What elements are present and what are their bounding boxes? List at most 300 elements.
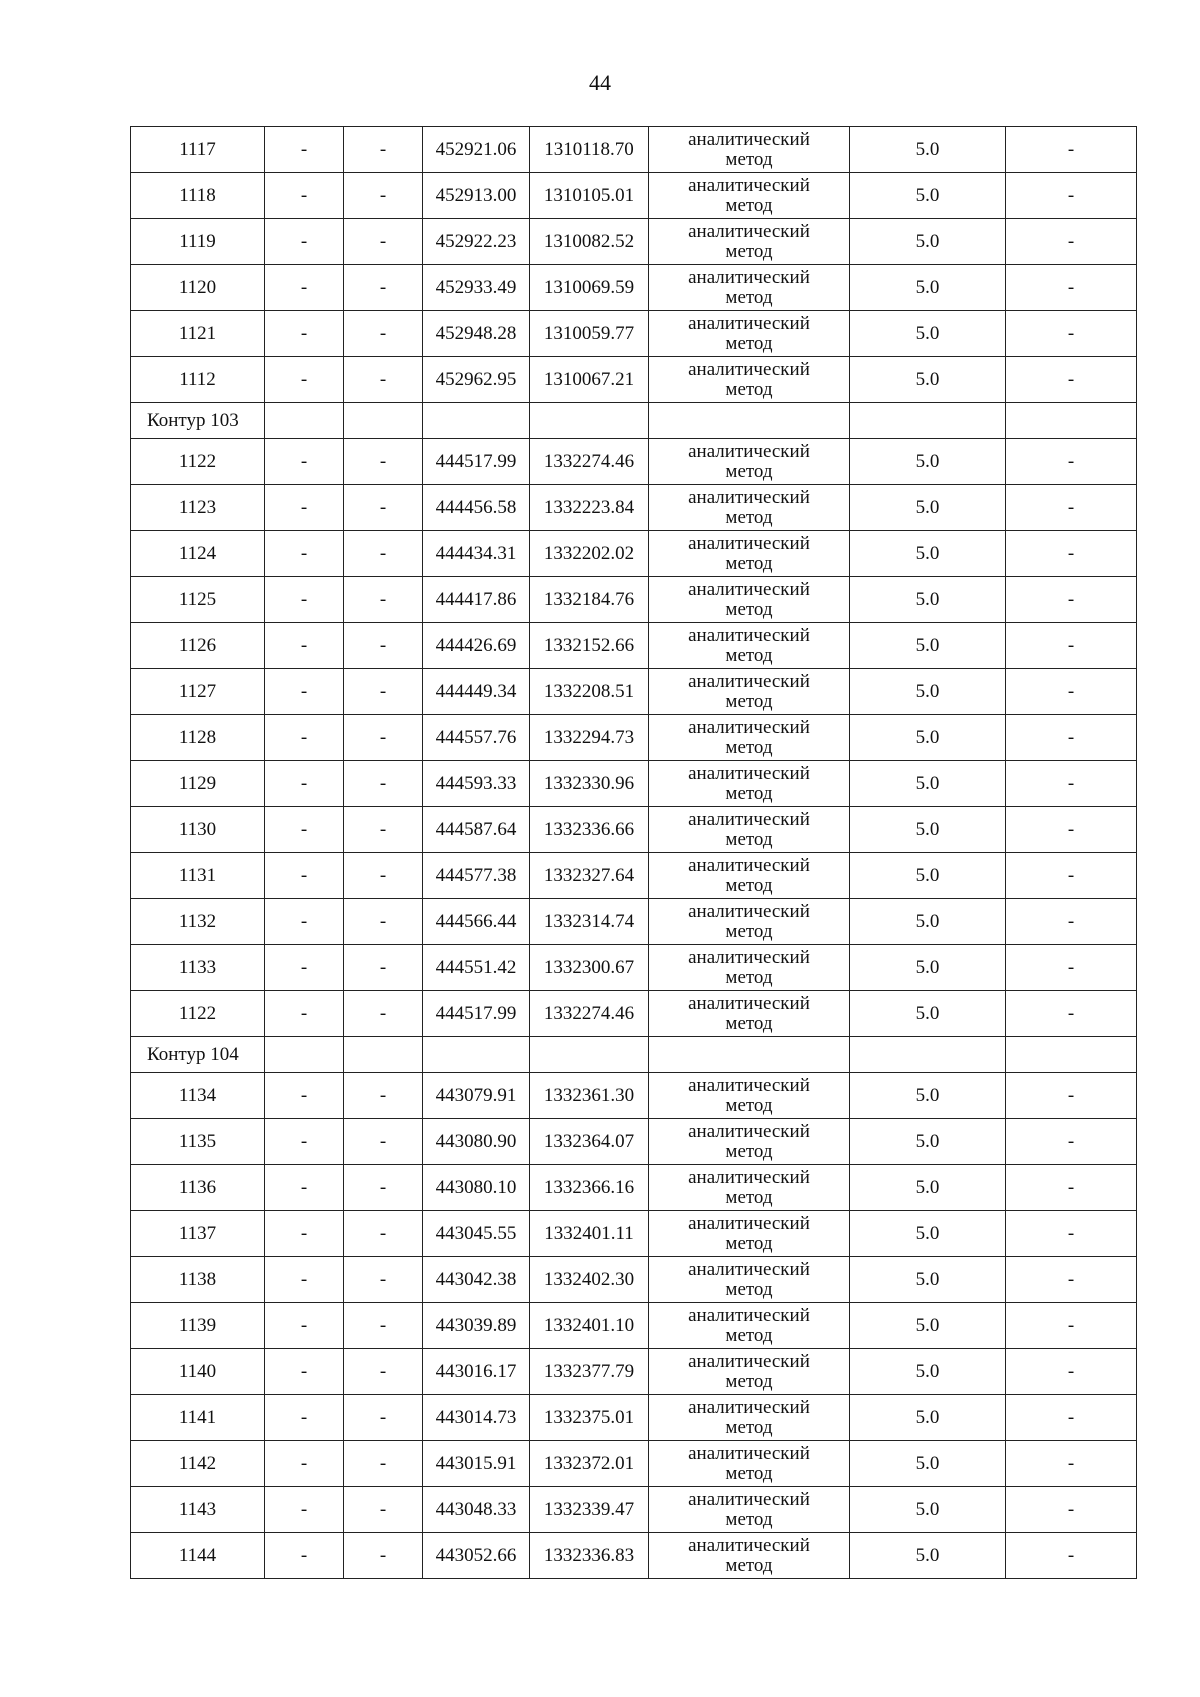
accuracy-cell: 5.0 bbox=[850, 173, 1006, 219]
point-id-cell: 1123 bbox=[131, 485, 265, 531]
point-id-cell: 1135 bbox=[131, 1119, 265, 1165]
point-id-cell: 1131 bbox=[131, 853, 265, 899]
dash-cell: - bbox=[265, 219, 344, 265]
accuracy-cell: 5.0 bbox=[850, 265, 1006, 311]
x-coordinate-cell: 444456.58 bbox=[423, 485, 530, 531]
method-line-1: аналитический bbox=[688, 716, 810, 738]
empty-cell bbox=[344, 403, 423, 439]
method-cell bbox=[649, 715, 850, 761]
y-coordinate-cell: 1332336.66 bbox=[530, 807, 649, 853]
x-coordinate-cell: 452948.28 bbox=[423, 311, 530, 357]
accuracy-cell: 5.0 bbox=[850, 219, 1006, 265]
point-id-cell: 1112 bbox=[131, 357, 265, 403]
empty-cell bbox=[1006, 1037, 1137, 1073]
method-line-1: аналитический bbox=[688, 532, 810, 554]
y-coordinate-cell: 1332401.11 bbox=[530, 1211, 649, 1257]
y-coordinate-cell: 1310069.59 bbox=[530, 265, 649, 311]
y-coordinate-cell: 1332314.74 bbox=[530, 899, 649, 945]
dash-cell: - bbox=[344, 669, 423, 715]
x-coordinate-cell: 443042.38 bbox=[423, 1257, 530, 1303]
method-cell bbox=[649, 577, 850, 623]
dash-cell: - bbox=[265, 577, 344, 623]
accuracy-cell: 5.0 bbox=[850, 1533, 1006, 1579]
x-coordinate-cell: 443080.90 bbox=[423, 1119, 530, 1165]
section-label: Контур 103 bbox=[131, 403, 265, 439]
dash-cell: - bbox=[344, 1349, 423, 1395]
x-coordinate-cell: 444517.99 bbox=[423, 439, 530, 485]
point-id-cell: 1128 bbox=[131, 715, 265, 761]
method-line-1: аналитический bbox=[688, 1350, 810, 1372]
dash-cell: - bbox=[1006, 1165, 1137, 1211]
dash-cell: - bbox=[1006, 807, 1137, 853]
point-id-cell: 1124 bbox=[131, 531, 265, 577]
dash-cell: - bbox=[344, 715, 423, 761]
dash-cell: - bbox=[265, 853, 344, 899]
dash-cell: - bbox=[1006, 945, 1137, 991]
table-row bbox=[131, 311, 1137, 357]
y-coordinate-cell: 1332366.16 bbox=[530, 1165, 649, 1211]
method-line-1: аналитический bbox=[688, 900, 810, 922]
accuracy-cell: 5.0 bbox=[850, 439, 1006, 485]
method-line-2: метод bbox=[725, 1324, 773, 1346]
point-id-cell: 1134 bbox=[131, 1073, 265, 1119]
point-id-cell: 1120 bbox=[131, 265, 265, 311]
method-line-2: метод bbox=[725, 378, 773, 400]
method-cell bbox=[649, 1257, 850, 1303]
dash-cell: - bbox=[344, 853, 423, 899]
x-coordinate-cell: 443048.33 bbox=[423, 1487, 530, 1533]
method-line-1: аналитический bbox=[688, 854, 810, 876]
page-number: 44 bbox=[589, 70, 611, 95]
point-id-cell: 1125 bbox=[131, 577, 265, 623]
section-row bbox=[131, 1037, 1137, 1073]
dash-cell: - bbox=[344, 991, 423, 1037]
dash-cell: - bbox=[1006, 311, 1137, 357]
dash-cell: - bbox=[265, 1257, 344, 1303]
method-line-2: метод bbox=[725, 552, 773, 574]
empty-cell bbox=[649, 403, 850, 439]
dash-cell: - bbox=[344, 531, 423, 577]
y-coordinate-cell: 1332294.73 bbox=[530, 715, 649, 761]
dash-cell: - bbox=[344, 173, 423, 219]
point-id-cell: 1137 bbox=[131, 1211, 265, 1257]
point-id-cell: 1141 bbox=[131, 1395, 265, 1441]
accuracy-cell: 5.0 bbox=[850, 807, 1006, 853]
table-row bbox=[131, 899, 1137, 945]
dash-cell: - bbox=[265, 531, 344, 577]
point-id-cell: 1122 bbox=[131, 991, 265, 1037]
point-id-cell: 1139 bbox=[131, 1303, 265, 1349]
coordinates-table-body bbox=[131, 127, 1137, 1579]
table-row bbox=[131, 127, 1137, 173]
method-line-2: метод bbox=[725, 1554, 773, 1576]
method-cell bbox=[649, 485, 850, 531]
table-row bbox=[131, 439, 1137, 485]
method-line-1: аналитический bbox=[688, 312, 810, 334]
point-id-cell: 1129 bbox=[131, 761, 265, 807]
dash-cell: - bbox=[265, 439, 344, 485]
method-line-1: аналитический bbox=[688, 486, 810, 508]
table-row bbox=[131, 1211, 1137, 1257]
method-line-2: метод bbox=[725, 736, 773, 758]
x-coordinate-cell: 444593.33 bbox=[423, 761, 530, 807]
dash-cell: - bbox=[265, 945, 344, 991]
dash-cell: - bbox=[344, 1119, 423, 1165]
dash-cell: - bbox=[344, 945, 423, 991]
method-line-2: метод bbox=[725, 286, 773, 308]
method-line-2: метод bbox=[725, 782, 773, 804]
dash-cell: - bbox=[265, 1533, 344, 1579]
y-coordinate-cell: 1332274.46 bbox=[530, 991, 649, 1037]
point-id-cell: 1133 bbox=[131, 945, 265, 991]
method-cell bbox=[649, 439, 850, 485]
method-line-1: аналитический bbox=[688, 1534, 810, 1556]
dash-cell: - bbox=[344, 1533, 423, 1579]
table-row bbox=[131, 807, 1137, 853]
method-line-2: метод bbox=[725, 874, 773, 896]
accuracy-cell: 5.0 bbox=[850, 1211, 1006, 1257]
x-coordinate-cell: 443039.89 bbox=[423, 1303, 530, 1349]
method-line-1: аналитический bbox=[688, 174, 810, 196]
dash-cell: - bbox=[344, 1073, 423, 1119]
empty-cell bbox=[423, 403, 530, 439]
method-line-1: аналитический bbox=[688, 946, 810, 968]
table-row bbox=[131, 173, 1137, 219]
dash-cell: - bbox=[1006, 1487, 1137, 1533]
x-coordinate-cell: 444434.31 bbox=[423, 531, 530, 577]
method-cell bbox=[649, 357, 850, 403]
accuracy-cell: 5.0 bbox=[850, 669, 1006, 715]
dash-cell: - bbox=[265, 899, 344, 945]
dash-cell: - bbox=[344, 1211, 423, 1257]
table-row bbox=[131, 485, 1137, 531]
method-cell bbox=[649, 531, 850, 577]
x-coordinate-cell: 443052.66 bbox=[423, 1533, 530, 1579]
x-coordinate-cell: 444517.99 bbox=[423, 991, 530, 1037]
method-cell bbox=[649, 1119, 850, 1165]
accuracy-cell: 5.0 bbox=[850, 623, 1006, 669]
empty-cell bbox=[1006, 403, 1137, 439]
accuracy-cell: 5.0 bbox=[850, 531, 1006, 577]
empty-cell bbox=[344, 1037, 423, 1073]
method-line-2: метод bbox=[725, 1186, 773, 1208]
method-line-2: метод bbox=[725, 644, 773, 666]
y-coordinate-cell: 1332375.01 bbox=[530, 1395, 649, 1441]
method-cell bbox=[649, 265, 850, 311]
point-id-cell: 1126 bbox=[131, 623, 265, 669]
dash-cell: - bbox=[265, 127, 344, 173]
method-line-1: аналитический bbox=[688, 1120, 810, 1142]
point-id-cell: 1138 bbox=[131, 1257, 265, 1303]
empty-cell bbox=[265, 403, 344, 439]
accuracy-cell: 5.0 bbox=[850, 761, 1006, 807]
x-coordinate-cell: 444577.38 bbox=[423, 853, 530, 899]
method-cell bbox=[649, 219, 850, 265]
method-line-1: аналитический bbox=[688, 992, 810, 1014]
point-id-cell: 1130 bbox=[131, 807, 265, 853]
y-coordinate-cell: 1332339.47 bbox=[530, 1487, 649, 1533]
dash-cell: - bbox=[265, 669, 344, 715]
method-cell bbox=[649, 173, 850, 219]
point-id-cell: 1122 bbox=[131, 439, 265, 485]
method-cell bbox=[649, 761, 850, 807]
x-coordinate-cell: 444557.76 bbox=[423, 715, 530, 761]
dash-cell: - bbox=[344, 1165, 423, 1211]
method-line-2: метод bbox=[725, 598, 773, 620]
method-line-1: аналитический bbox=[688, 1258, 810, 1280]
y-coordinate-cell: 1332361.30 bbox=[530, 1073, 649, 1119]
method-line-1: аналитический bbox=[688, 266, 810, 288]
method-line-2: метод bbox=[725, 506, 773, 528]
y-coordinate-cell: 1310105.01 bbox=[530, 173, 649, 219]
method-cell bbox=[649, 853, 850, 899]
x-coordinate-cell: 443079.91 bbox=[423, 1073, 530, 1119]
method-line-1: аналитический bbox=[688, 1212, 810, 1234]
accuracy-cell: 5.0 bbox=[850, 1257, 1006, 1303]
dash-cell: - bbox=[1006, 1211, 1137, 1257]
method-cell bbox=[649, 991, 850, 1037]
dash-cell: - bbox=[344, 761, 423, 807]
y-coordinate-cell: 1332364.07 bbox=[530, 1119, 649, 1165]
accuracy-cell: 5.0 bbox=[850, 1395, 1006, 1441]
x-coordinate-cell: 452933.49 bbox=[423, 265, 530, 311]
method-line-1: аналитический bbox=[688, 128, 810, 150]
accuracy-cell: 5.0 bbox=[850, 1303, 1006, 1349]
method-line-2: метод bbox=[725, 1508, 773, 1530]
point-id-cell: 1119 bbox=[131, 219, 265, 265]
method-line-2: метод bbox=[725, 1416, 773, 1438]
dash-cell: - bbox=[265, 1487, 344, 1533]
method-line-2: метод bbox=[725, 966, 773, 988]
point-id-cell: 1121 bbox=[131, 311, 265, 357]
dash-cell: - bbox=[344, 265, 423, 311]
accuracy-cell: 5.0 bbox=[850, 1441, 1006, 1487]
table-row bbox=[131, 577, 1137, 623]
dash-cell: - bbox=[1006, 531, 1137, 577]
table-row bbox=[131, 715, 1137, 761]
table-row bbox=[131, 669, 1137, 715]
dash-cell: - bbox=[344, 1303, 423, 1349]
accuracy-cell: 5.0 bbox=[850, 1487, 1006, 1533]
table-row bbox=[131, 1119, 1137, 1165]
dash-cell: - bbox=[1006, 1073, 1137, 1119]
method-line-2: метод bbox=[725, 148, 773, 170]
empty-cell bbox=[530, 1037, 649, 1073]
dash-cell: - bbox=[265, 311, 344, 357]
method-line-1: аналитический bbox=[688, 440, 810, 462]
y-coordinate-cell: 1332208.51 bbox=[530, 669, 649, 715]
dash-cell: - bbox=[1006, 265, 1137, 311]
dash-cell: - bbox=[1006, 669, 1137, 715]
point-id-cell: 1136 bbox=[131, 1165, 265, 1211]
dash-cell: - bbox=[265, 807, 344, 853]
empty-cell bbox=[850, 403, 1006, 439]
x-coordinate-cell: 443014.73 bbox=[423, 1395, 530, 1441]
x-coordinate-cell: 452913.00 bbox=[423, 173, 530, 219]
table-row bbox=[131, 1073, 1137, 1119]
x-coordinate-cell: 452922.23 bbox=[423, 219, 530, 265]
method-line-2: метод bbox=[725, 1012, 773, 1034]
accuracy-cell: 5.0 bbox=[850, 311, 1006, 357]
method-line-1: аналитический bbox=[688, 1396, 810, 1418]
dash-cell: - bbox=[344, 1395, 423, 1441]
method-cell bbox=[649, 127, 850, 173]
dash-cell: - bbox=[344, 807, 423, 853]
y-coordinate-cell: 1310067.21 bbox=[530, 357, 649, 403]
method-line-2: метод bbox=[725, 1232, 773, 1254]
x-coordinate-cell: 444566.44 bbox=[423, 899, 530, 945]
method-line-1: аналитический bbox=[688, 762, 810, 784]
point-id-cell: 1144 bbox=[131, 1533, 265, 1579]
dash-cell: - bbox=[344, 623, 423, 669]
accuracy-cell: 5.0 bbox=[850, 1349, 1006, 1395]
method-cell bbox=[649, 1211, 850, 1257]
dash-cell: - bbox=[1006, 623, 1137, 669]
y-coordinate-cell: 1332402.30 bbox=[530, 1257, 649, 1303]
dash-cell: - bbox=[265, 1395, 344, 1441]
method-line-2: метод bbox=[725, 1278, 773, 1300]
dash-cell: - bbox=[265, 623, 344, 669]
dash-cell: - bbox=[265, 173, 344, 219]
accuracy-cell: 5.0 bbox=[850, 127, 1006, 173]
method-line-2: метод bbox=[725, 1094, 773, 1116]
y-coordinate-cell: 1332401.10 bbox=[530, 1303, 649, 1349]
method-line-1: аналитический bbox=[688, 624, 810, 646]
point-id-cell: 1132 bbox=[131, 899, 265, 945]
y-coordinate-cell: 1332152.66 bbox=[530, 623, 649, 669]
method-line-1: аналитический bbox=[688, 670, 810, 692]
dash-cell: - bbox=[265, 1119, 344, 1165]
x-coordinate-cell: 444551.42 bbox=[423, 945, 530, 991]
dash-cell: - bbox=[1006, 485, 1137, 531]
x-coordinate-cell: 443016.17 bbox=[423, 1349, 530, 1395]
method-line-1: аналитический bbox=[688, 1166, 810, 1188]
dash-cell: - bbox=[265, 1211, 344, 1257]
x-coordinate-cell: 444417.86 bbox=[423, 577, 530, 623]
method-line-1: аналитический bbox=[688, 1442, 810, 1464]
method-line-2: метод bbox=[725, 460, 773, 482]
table-row bbox=[131, 1349, 1137, 1395]
section-label: Контур 104 bbox=[131, 1037, 265, 1073]
point-id-cell: 1140 bbox=[131, 1349, 265, 1395]
x-coordinate-cell: 452921.06 bbox=[423, 127, 530, 173]
table-row bbox=[131, 623, 1137, 669]
method-line-1: аналитический bbox=[688, 1304, 810, 1326]
table-row bbox=[131, 761, 1137, 807]
dash-cell: - bbox=[1006, 1441, 1137, 1487]
dash-cell: - bbox=[265, 485, 344, 531]
empty-cell bbox=[850, 1037, 1006, 1073]
y-coordinate-cell: 1310059.77 bbox=[530, 311, 649, 357]
dash-cell: - bbox=[265, 1073, 344, 1119]
dash-cell: - bbox=[344, 1257, 423, 1303]
table-row bbox=[131, 945, 1137, 991]
dash-cell: - bbox=[344, 1487, 423, 1533]
dash-cell: - bbox=[1006, 1119, 1137, 1165]
accuracy-cell: 5.0 bbox=[850, 485, 1006, 531]
dash-cell: - bbox=[265, 1303, 344, 1349]
method-cell bbox=[649, 1441, 850, 1487]
y-coordinate-cell: 1332223.84 bbox=[530, 485, 649, 531]
method-cell bbox=[649, 1165, 850, 1211]
dash-cell: - bbox=[265, 357, 344, 403]
method-line-2: метод bbox=[725, 194, 773, 216]
method-line-1: аналитический bbox=[688, 220, 810, 242]
dash-cell: - bbox=[344, 485, 423, 531]
table-row bbox=[131, 853, 1137, 899]
accuracy-cell: 5.0 bbox=[850, 1119, 1006, 1165]
method-cell bbox=[649, 669, 850, 715]
table-row bbox=[131, 357, 1137, 403]
dash-cell: - bbox=[1006, 127, 1137, 173]
x-coordinate-cell: 443045.55 bbox=[423, 1211, 530, 1257]
y-coordinate-cell: 1332372.01 bbox=[530, 1441, 649, 1487]
table-row bbox=[131, 1441, 1137, 1487]
dash-cell: - bbox=[1006, 715, 1137, 761]
y-coordinate-cell: 1332202.02 bbox=[530, 531, 649, 577]
point-id-cell: 1117 bbox=[131, 127, 265, 173]
table-row bbox=[131, 1395, 1137, 1441]
x-coordinate-cell: 443015.91 bbox=[423, 1441, 530, 1487]
dash-cell: - bbox=[1006, 173, 1137, 219]
x-coordinate-cell: 444426.69 bbox=[423, 623, 530, 669]
y-coordinate-cell: 1332336.83 bbox=[530, 1533, 649, 1579]
y-coordinate-cell: 1310118.70 bbox=[530, 127, 649, 173]
method-line-1: аналитический bbox=[688, 578, 810, 600]
dash-cell: - bbox=[1006, 1349, 1137, 1395]
dash-cell: - bbox=[1006, 1395, 1137, 1441]
empty-cell bbox=[423, 1037, 530, 1073]
dash-cell: - bbox=[344, 439, 423, 485]
accuracy-cell: 5.0 bbox=[850, 1073, 1006, 1119]
dash-cell: - bbox=[1006, 439, 1137, 485]
dash-cell: - bbox=[265, 991, 344, 1037]
dash-cell: - bbox=[1006, 577, 1137, 623]
empty-cell bbox=[265, 1037, 344, 1073]
dash-cell: - bbox=[1006, 219, 1137, 265]
x-coordinate-cell: 452962.95 bbox=[423, 357, 530, 403]
dash-cell: - bbox=[265, 265, 344, 311]
method-line-2: метод bbox=[725, 332, 773, 354]
table-row bbox=[131, 1257, 1137, 1303]
dash-cell: - bbox=[265, 1349, 344, 1395]
table-row bbox=[131, 265, 1137, 311]
empty-cell bbox=[649, 1037, 850, 1073]
dash-cell: - bbox=[1006, 761, 1137, 807]
dash-cell: - bbox=[1006, 853, 1137, 899]
method-cell bbox=[649, 1395, 850, 1441]
table-row bbox=[131, 1533, 1137, 1579]
y-coordinate-cell: 1332377.79 bbox=[530, 1349, 649, 1395]
method-cell bbox=[649, 1533, 850, 1579]
method-cell bbox=[649, 1349, 850, 1395]
dash-cell: - bbox=[344, 899, 423, 945]
x-coordinate-cell: 444449.34 bbox=[423, 669, 530, 715]
point-id-cell: 1143 bbox=[131, 1487, 265, 1533]
dash-cell: - bbox=[344, 577, 423, 623]
dash-cell: - bbox=[344, 357, 423, 403]
dash-cell: - bbox=[1006, 991, 1137, 1037]
dash-cell: - bbox=[1006, 1257, 1137, 1303]
accuracy-cell: 5.0 bbox=[850, 853, 1006, 899]
section-row bbox=[131, 403, 1137, 439]
accuracy-cell: 5.0 bbox=[850, 899, 1006, 945]
table-row bbox=[131, 1303, 1137, 1349]
accuracy-cell: 5.0 bbox=[850, 991, 1006, 1037]
y-coordinate-cell: 1332327.64 bbox=[530, 853, 649, 899]
table-row bbox=[131, 531, 1137, 577]
method-cell bbox=[649, 899, 850, 945]
